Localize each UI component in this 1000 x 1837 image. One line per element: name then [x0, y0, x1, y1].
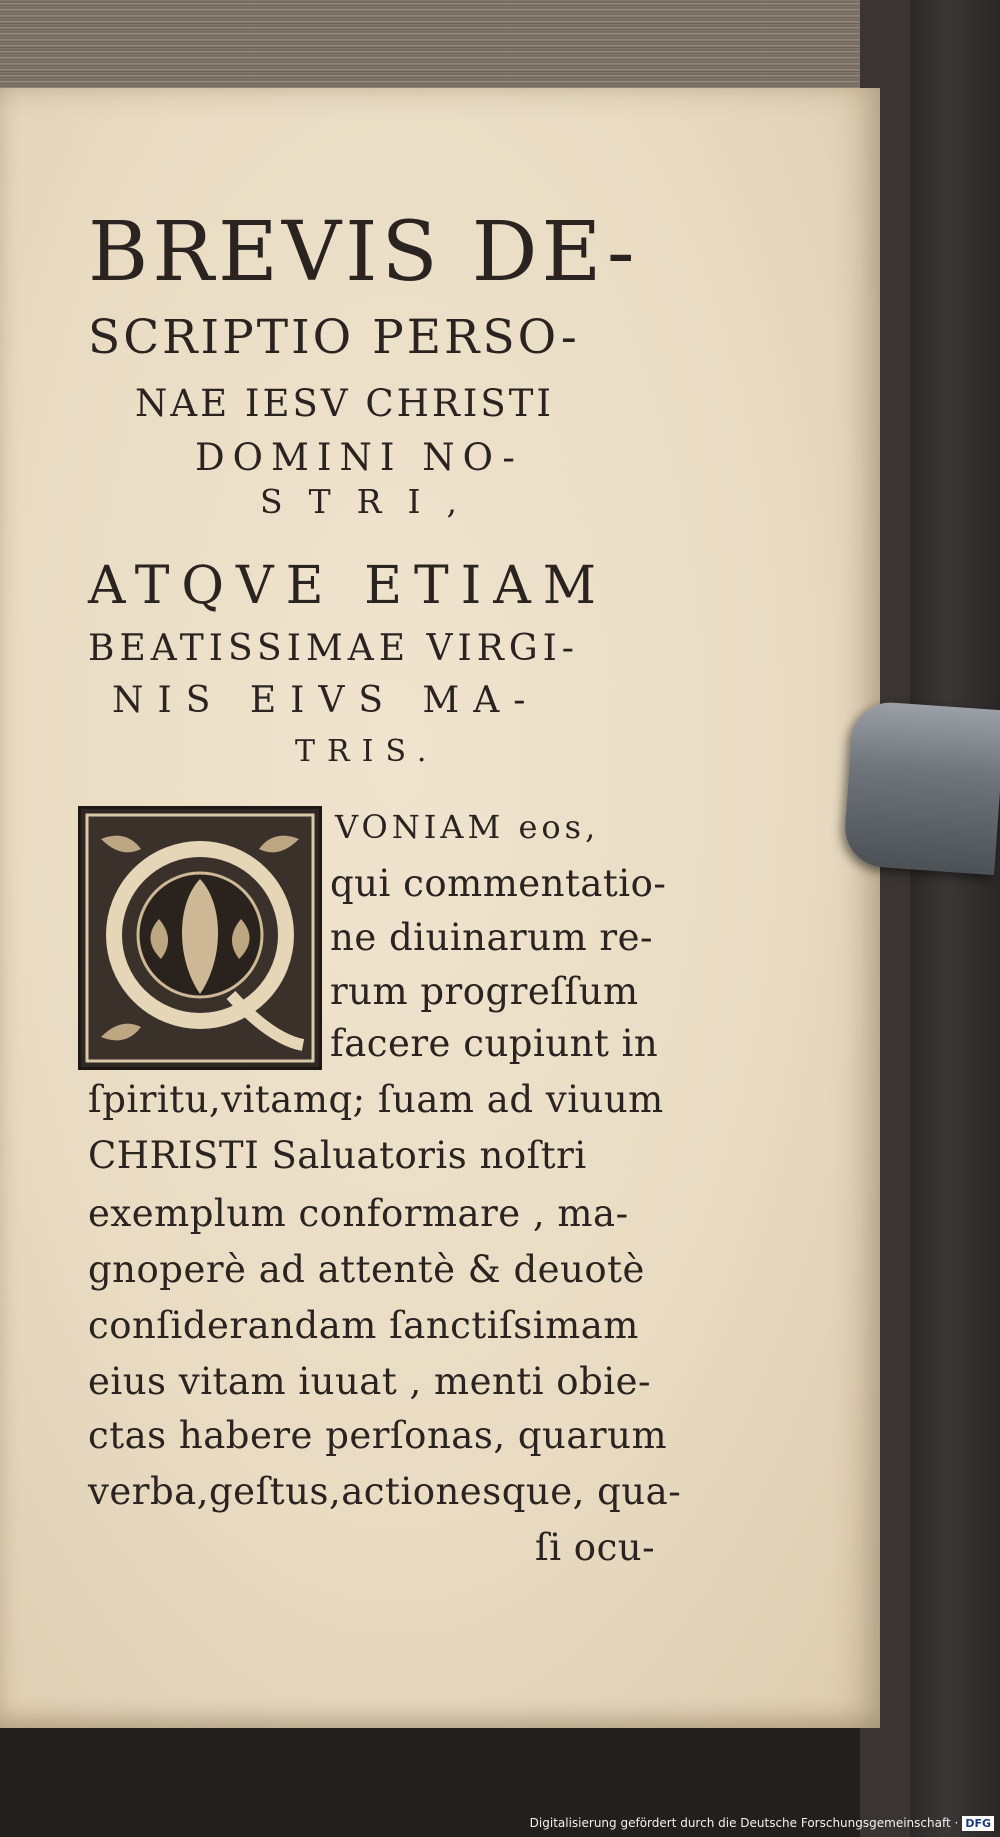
- page-edges: [0, 0, 880, 95]
- body-line: ſpiritu,vitamq; ſuam ad viuum: [88, 1078, 664, 1121]
- ornamental-drop-cap: [78, 806, 322, 1070]
- body-line: ne diuinarum re-: [330, 916, 654, 959]
- book-board: [910, 0, 1000, 1837]
- title-line-9: TRIS.: [295, 734, 439, 769]
- digitization-credit: [530, 1813, 994, 1833]
- body-line: eius vitam iuuat , menti obie-: [88, 1360, 651, 1403]
- body-line: conſiderandam ſanctiſsimam: [88, 1304, 639, 1347]
- title-line-8: NIS EIVS MA-: [112, 680, 540, 721]
- body-line: verba,geſtus,actionesque, qua-: [88, 1470, 682, 1513]
- dfg-logo: DFG: [962, 1816, 994, 1831]
- body-line: ſi ocu-: [535, 1526, 656, 1569]
- body-line: rum progreſſum: [330, 970, 639, 1013]
- title-line-6: ATQVE ETIAM: [88, 556, 609, 616]
- title-line-2: SCRIPTIO PERSO-: [88, 310, 580, 365]
- title-line-7: BEATISSIMAE VIRGI-: [88, 628, 579, 669]
- page-clip: [842, 700, 1000, 875]
- body-line: exemplum conformare , ma-: [88, 1192, 629, 1235]
- body-line: CHRISTI Saluatoris noſtri: [88, 1134, 587, 1177]
- credit-text: Digitalisierung gefördert durch die Deutsche Forschungsgemeinschaft ·: [529, 1816, 959, 1830]
- body-line: qui commentatio-: [330, 862, 667, 905]
- title-line-3: NAE IESV CHRISTI: [135, 382, 555, 425]
- body-line: ctas habere perſonas, quarum: [88, 1414, 668, 1457]
- body-line: VONIAM eos,: [335, 808, 600, 846]
- title-line-5: STRI,: [260, 482, 483, 521]
- drop-cap-ornament-icon: [81, 809, 319, 1067]
- title-line-4: DOMINI NO-: [195, 436, 523, 479]
- body-line: facere cupiunt in: [330, 1022, 659, 1065]
- body-line: gnoperè ad attentè & deuotè: [88, 1248, 645, 1291]
- title-line-1: BREVIS DE-: [88, 205, 639, 300]
